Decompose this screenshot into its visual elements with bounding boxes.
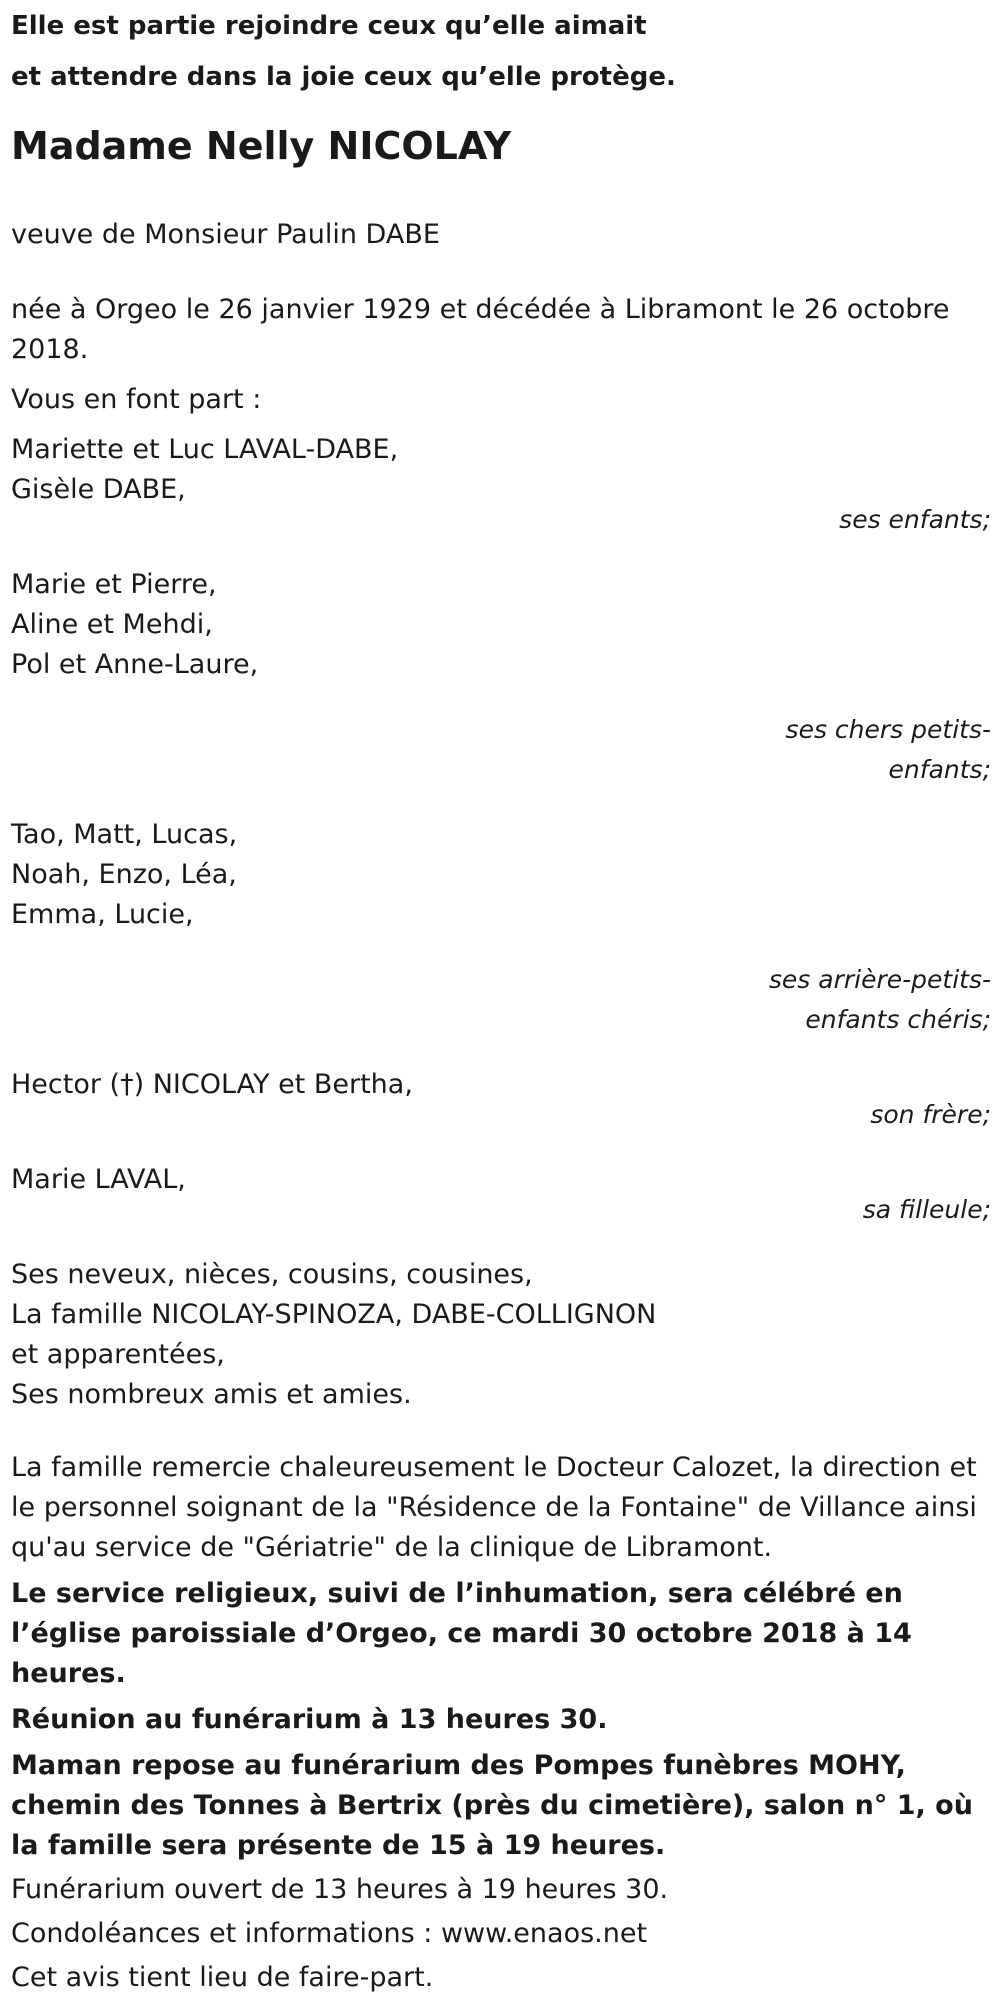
family-role: ses chers petits-enfants; [785, 715, 991, 784]
family-member: Pol et Anne-Laure, [11, 649, 259, 680]
family-member: Marie LAVAL, [11, 1164, 186, 1195]
family-role: ses enfants; [839, 505, 991, 534]
extended-family-line: Ses neveux, nièces, cousins, cousines, [11, 1259, 533, 1290]
family-member: Marie et Pierre, [11, 569, 217, 600]
family-role: son frère; [870, 1100, 991, 1129]
service-announcement: Le service religieux, suivi de l’inhumation, sera célébré en l’église paroissiale d’Orgeo, ce mardi 30 octobre 2018 à 14 heures. [11, 1578, 912, 1689]
family-member: Gisèle DABE, [11, 474, 186, 505]
extended-family-line: et apparentées, [11, 1339, 225, 1370]
funerarium-hours: Funérarium ouvert de 13 heures à 19 heures 30. [11, 1874, 669, 1905]
family-group-goddaughter [11, 1160, 991, 1230]
family-group-brother [11, 1065, 991, 1135]
extended-family-line: La famille NICOLAY-SPINOZA, DABE-COLLIGNON [11, 1299, 657, 1330]
family-member: Noah, Enzo, Léa, [11, 859, 237, 890]
announce-line: Vous en font part : [11, 384, 262, 415]
family-group-children [11, 430, 991, 540]
condolences-info: Condoléances et informations : www.enaos.net [11, 1918, 648, 1949]
family-member: Emma, Lucie, [11, 899, 194, 930]
family-member: Mariette et Luc LAVAL-DABE, [11, 434, 399, 465]
birth-death-dates: née à Orgeo le 26 janvier 1929 et décédée à Libramont le 26 octobre 2018. [11, 294, 950, 365]
family-group-grandchildren [11, 565, 991, 790]
obituary-column [11, 0, 991, 1998]
family-group-great-grandchildren [11, 815, 991, 1040]
extended-family-line: Ses nombreux amis et amies. [11, 1379, 412, 1410]
family-role: sa filleule; [862, 1195, 991, 1224]
family-member: Aline et Mehdi, [11, 609, 213, 640]
meeting-announcement: Réunion au funérarium à 13 heures 30. [11, 1704, 608, 1735]
repose-announcement: Maman repose au funérarium des Pompes funèbres MOHY, chemin des Tonnes à Bertrix (près du cimetière), salon n° 1, où la famille sera présente de 15 à 19 heures. [11, 1750, 973, 1861]
deceased-name: Madame Nelly NICOLAY [11, 124, 512, 168]
thanks-paragraph: La famille remercie chaleureusement le Docteur Calozet, la direction et le personnel soignant de la "Résidence de la Fontaine" de Villance ainsi qu'au service de "Gériatrie" de la clinique de Libramont. [11, 1452, 977, 1563]
epigraph-line-2: et attendre dans la joie ceux qu’elle protège. [11, 62, 676, 92]
family-member: Hector (†) NICOLAY et Bertha, [11, 1069, 413, 1100]
widow-of: veuve de Monsieur Paulin DABE [11, 219, 440, 250]
notice-line: Cet avis tient lieu de faire-part. [11, 1962, 434, 1993]
family-member: Tao, Matt, Lucas, [11, 819, 238, 850]
family-role: ses arrière-petits-enfants chéris; [768, 965, 991, 1034]
extended-family [11, 1255, 991, 1415]
epigraph-line-1: Elle est partie rejoindre ceux qu’elle aimait [11, 11, 647, 41]
